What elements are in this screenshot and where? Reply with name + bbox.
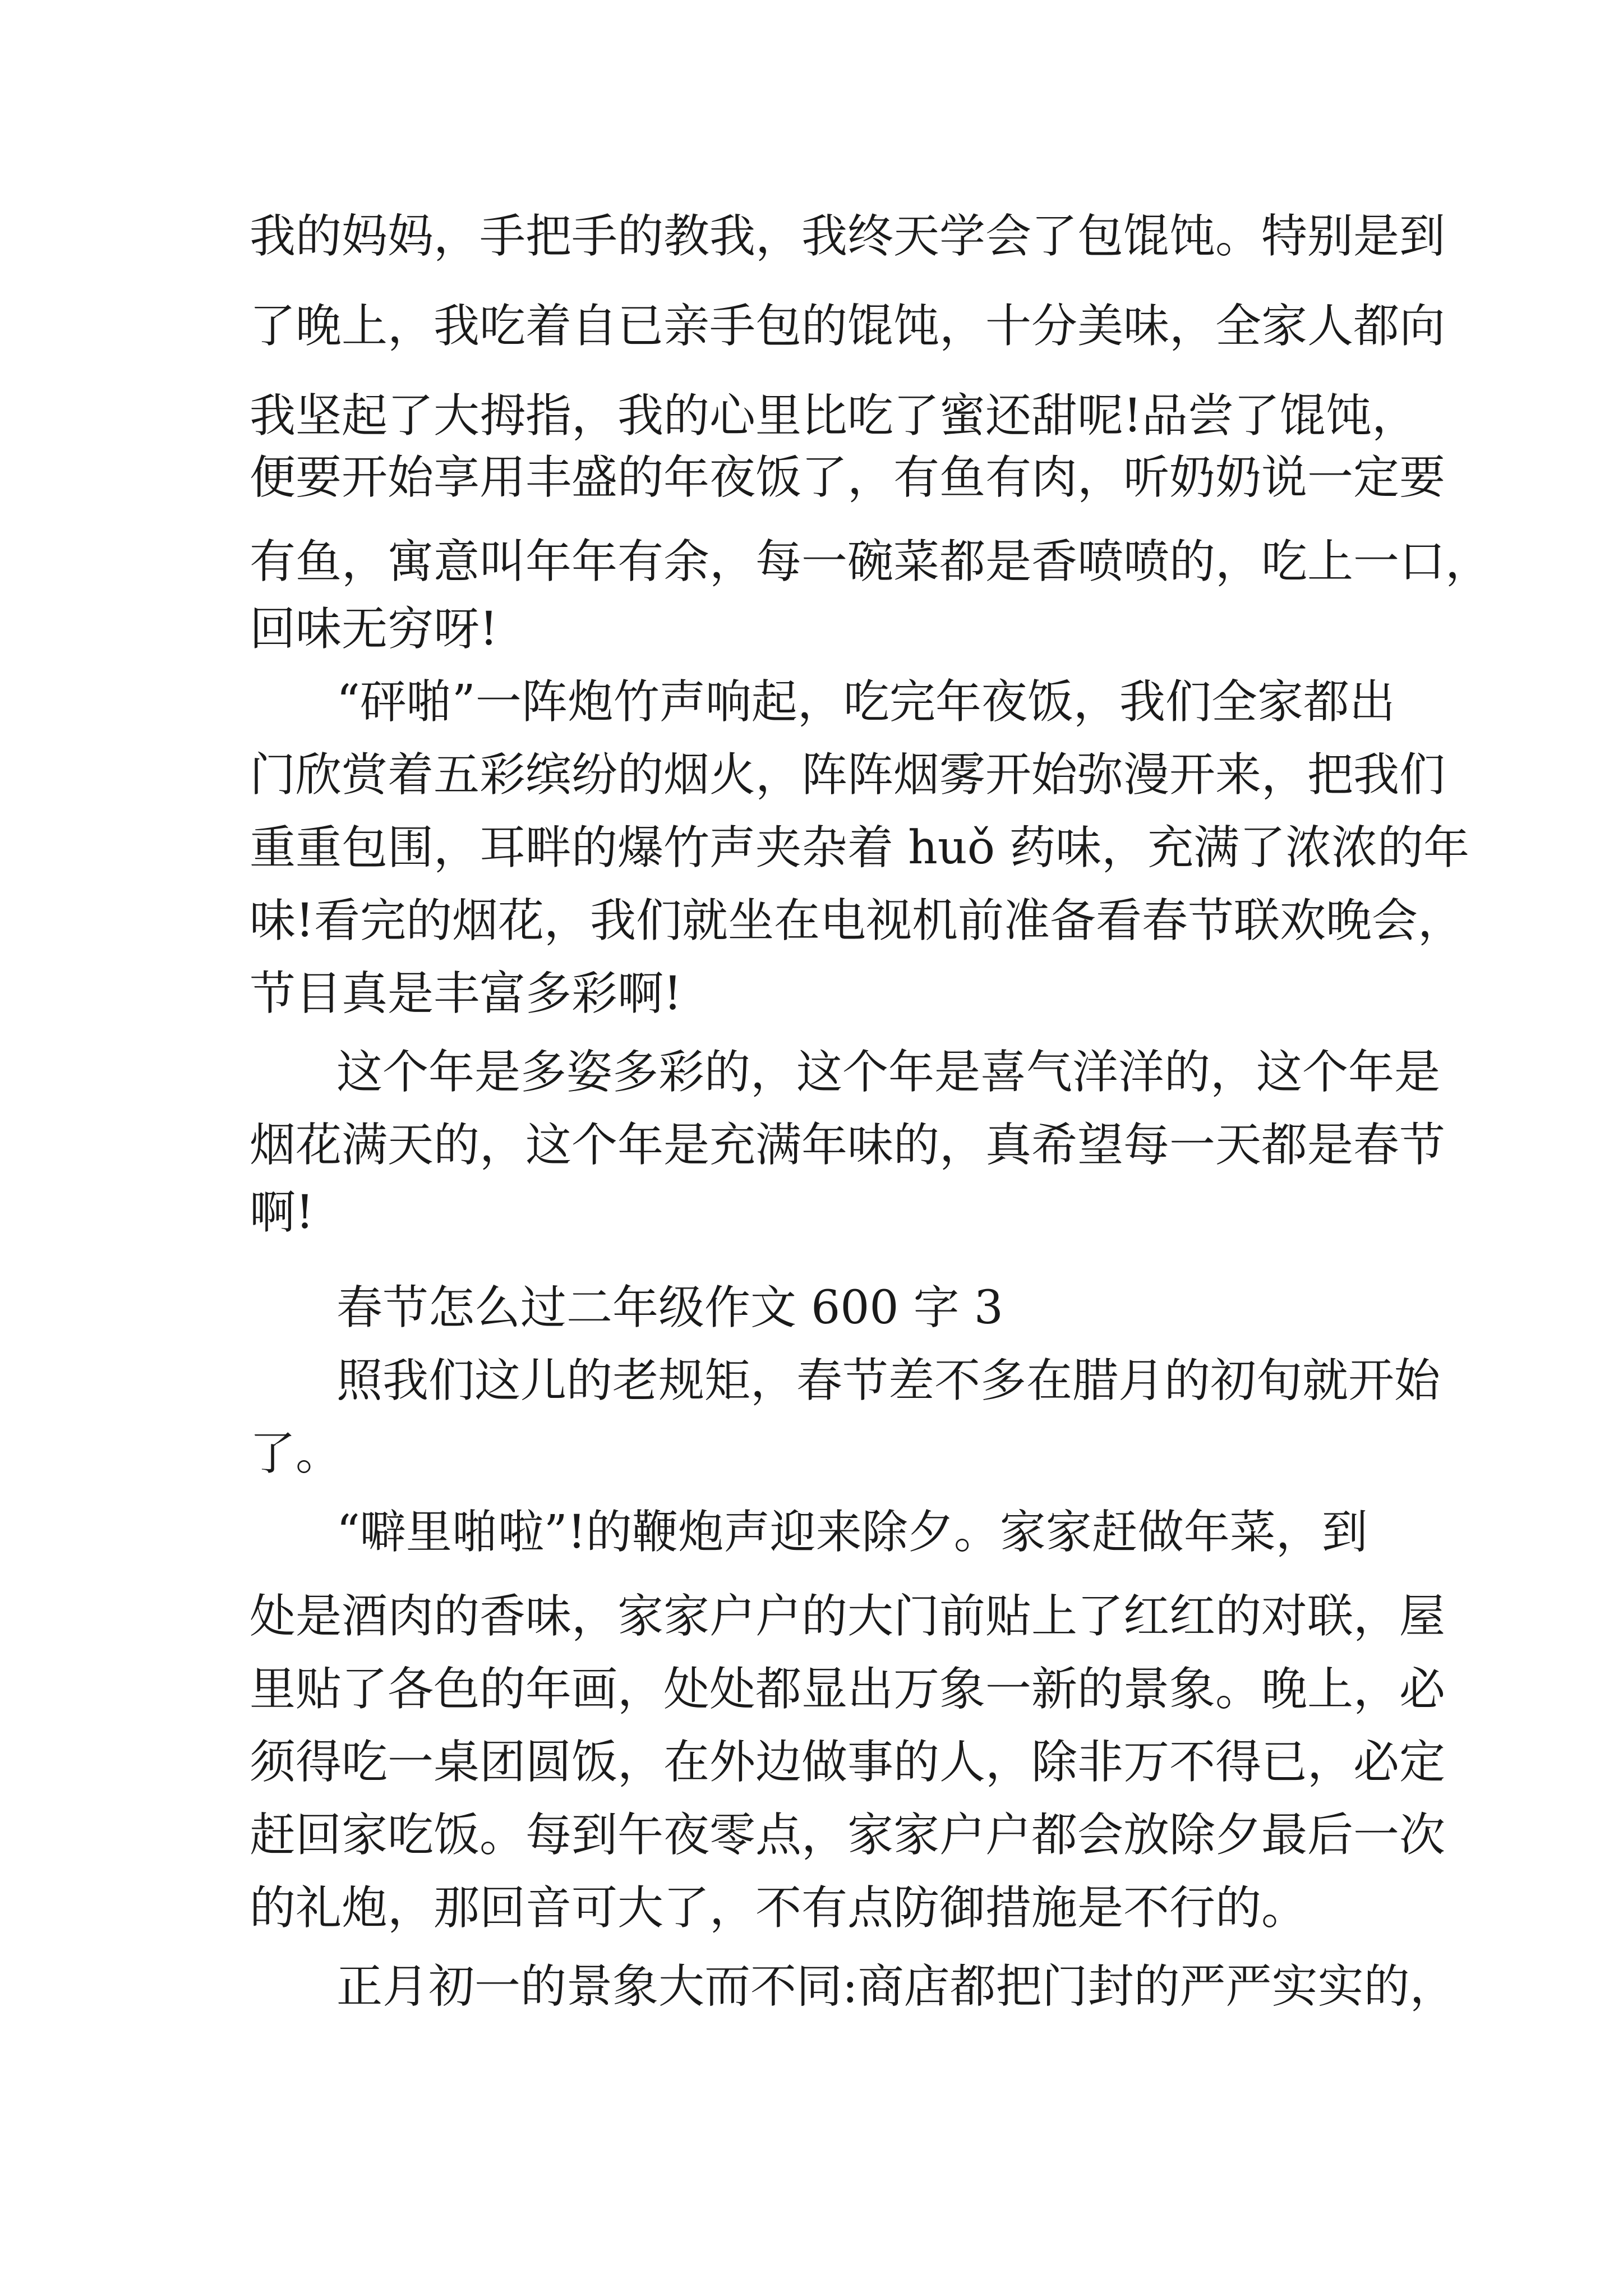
text-line: 照我们这儿的老规矩，春节差不多在腊月的初旬就开始 (336, 1354, 1441, 1407)
text-line: 的礼炮，那回音可大了，不有点防御措施是不行的。 (250, 1881, 1308, 1935)
text-line: 了晚上，我吃着自已亲手包的馄饨，十分美味，全家人都向 (250, 300, 1446, 353)
text-line: 味!看完的烟花，我们就坐在电视机前准备看春节联欢晚会， (250, 894, 1464, 947)
text-line: 正月初一的景象大而不同:商店都把门封的严严实实的， (336, 1960, 1456, 2013)
text-line: 回味无穷呀! (250, 602, 498, 656)
text-line: 有鱼，寓意叫年年有余，每一碗菜都是香喷喷的，吃上一口， (250, 535, 1492, 588)
text-line: 便要开始享用丰盛的年夜饭了，有鱼有肉，听奶奶说一定要 (250, 451, 1446, 504)
text-line: 烟花满天的，这个年是充满年味的，真希望每一天都是春节 (250, 1119, 1446, 1172)
text-line: “砰啪”一阵炮竹声响起，吃完年夜饭，我们全家都出 (336, 675, 1395, 729)
text-line: 了。 (250, 1427, 342, 1480)
section-heading: 春节怎么过二年级作文 600 字 3 (336, 1281, 1003, 1335)
text-line: 我的妈妈，手把手的教我，我终天学会了包馄饨。特别是到 (250, 210, 1446, 263)
text-line: 我坚起了大拇指，我的心里比吃了蜜还甜呢!品尝了馄饨， (250, 389, 1418, 443)
text-line: 啊! (250, 1186, 314, 1239)
text-line: 赶回家吃饭。每到午夜零点，家家户户都会放除夕最后一次 (250, 1809, 1446, 1862)
text-line: 这个年是多姿多彩的，这个年是喜气洋洋的，这个年是 (336, 1046, 1441, 1099)
text-line: 处是酒肉的香味，家家户户的大门前贴上了红红的对联，屋 (250, 1590, 1446, 1643)
text-line: 须得吃一桌团圆饭，在外边做事的人，除非万不得已，必定 (250, 1736, 1446, 1789)
text-line: 节目真是丰富多彩啊! (250, 967, 682, 1020)
text-line: 门欣赏着五彩缤纷的烟火，阵阵烟雾开始弥漫开来，把我们 (250, 748, 1446, 802)
text-line: “噼里啪啦”!的鞭炮声迎来除夕。家家赶做年菜，到 (336, 1506, 1368, 1559)
text-line: 里贴了各色的年画，处处都显出万象一新的景象。晚上，必 (250, 1663, 1446, 1716)
text-line: 重重包围，耳畔的爆竹声夹杂着 huǒ 药味，充满了浓浓的年 (250, 821, 1470, 875)
